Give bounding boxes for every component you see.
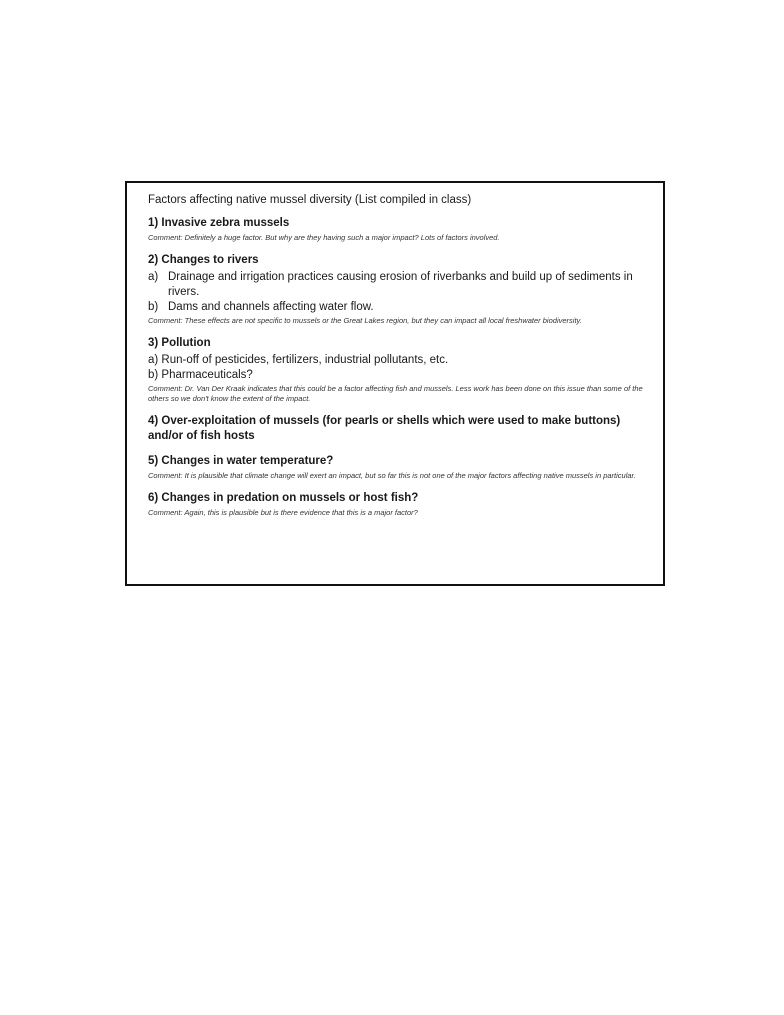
list-item: a) Run-off of pesticides, fertilizers, industrial pollutants, etc. — [148, 354, 449, 366]
factors-list-box — [125, 181, 665, 586]
section-water-temperature — [148, 454, 651, 481]
section-heading: 4) Over-exploitation of mussels (for pearls or shells which were used to make buttons) and/or of fish hosts — [148, 415, 621, 442]
section-comment: Comment: Again, this is plausible but is there evidence that this is a major factor? — [148, 508, 418, 517]
section-comment: Comment: Definitely a huge factor. But why are they having such a major impact? Lots of factors involved. — [148, 233, 500, 242]
list-item-letter: b) — [148, 301, 159, 313]
section-heading: 5) Changes in water temperature? — [148, 455, 334, 467]
section-comment: Comment: Dr. Van Der Kraak indicates that this could be a factor affecting fish and mussels. Less work has been done on this issue than some of the others so we don't know the extent of the impact. — [148, 384, 643, 403]
section-over-exploitation — [148, 414, 651, 444]
section-pollution — [148, 336, 651, 404]
section-comment: Comment: These effects are not specific to mussels or the Great Lakes region, but they can impact all local freshwater biodiversity. — [148, 316, 582, 325]
section-heading: 3) Pollution — [148, 337, 211, 349]
document-title: Factors affecting native mussel diversity (List compiled in class) — [148, 194, 472, 206]
list-item — [148, 270, 651, 300]
list-item-text: Dams and channels affecting water flow. — [168, 301, 374, 313]
section-heading: 6) Changes in predation on mussels or host fish? — [148, 492, 419, 504]
section-heading: 1) Invasive zebra mussels — [148, 217, 290, 229]
list-item: b) Pharmaceuticals? — [148, 369, 253, 381]
section-comment: Comment: It is plausible that climate change will exert an impact, but so far this is not one of the major factors affecting native mussels in particular. — [148, 471, 636, 480]
section-invasive-zebra-mussels — [148, 216, 651, 243]
list-item-letter: a) — [148, 271, 159, 283]
section-changes-to-rivers — [148, 253, 651, 326]
section-heading: 2) Changes to rivers — [148, 254, 259, 266]
list-item — [148, 300, 651, 315]
section-predation — [148, 491, 651, 518]
list-item-text: Drainage and irrigation practices causing erosion of riverbanks and build up of sediments in rivers. — [168, 271, 633, 298]
